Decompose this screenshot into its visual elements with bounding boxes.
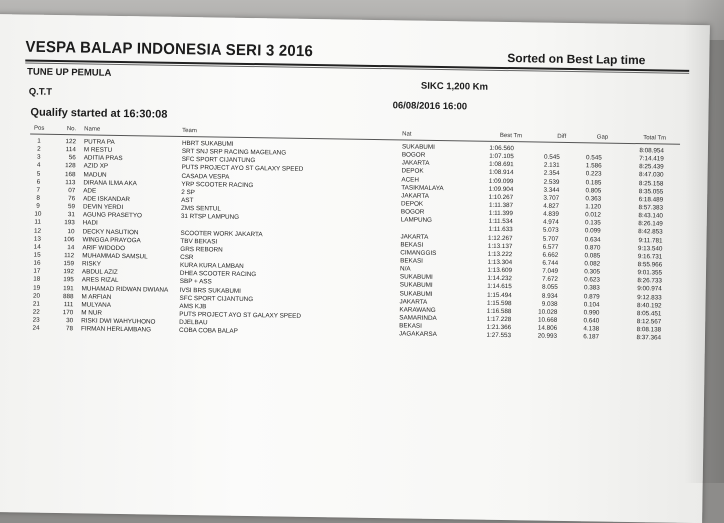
cell-total: 9:13.540 (637, 244, 663, 253)
cell-total: 9:11.781 (638, 236, 663, 245)
cell-total: 8:05.451 (636, 309, 662, 318)
cell-no: 159 (63, 260, 75, 268)
cell-nat: JAKARTA (401, 159, 430, 168)
cell-diff: 0.545 (543, 153, 560, 162)
cell-nat: BEKASI (399, 322, 422, 330)
table-body (27, 138, 700, 344)
cell-gap: 0.363 (585, 195, 602, 203)
cell-diff: 2.131 (543, 161, 560, 170)
cell-name: ADE (83, 187, 97, 195)
cell-best: 1:14.232 (487, 275, 512, 283)
cell-total: 8:12.567 (636, 318, 662, 326)
cell-name: WINGGA PRAYOGA (82, 236, 141, 244)
cell-total: 9:12.833 (637, 293, 662, 302)
cell-nat: DEPOK (401, 200, 424, 208)
cell-gap: 0.082 (584, 260, 601, 268)
cell-no: 14 (67, 243, 75, 252)
cell-pos: 11 (34, 219, 42, 227)
cell-name: RISKY (82, 260, 102, 268)
cell-pos: 21 (32, 300, 41, 308)
sort-label: Sorted on Best Lap time (507, 51, 646, 68)
cell-team: SCOOTER WORK JAKARTA (180, 229, 263, 238)
cell-total: 8:26.149 (638, 220, 663, 228)
cell-nat: TASIKMALAYA (401, 184, 444, 192)
cell-gap: 0.135 (584, 219, 601, 227)
cell-gap: 0.185 (585, 178, 602, 187)
cell-no: 106 (63, 235, 75, 243)
cell-nat: BEKASI (400, 257, 423, 265)
cell-best: 1:13.137 (487, 242, 513, 250)
cell-best: 1:16.588 (486, 307, 512, 315)
cell-pos: 2 (37, 145, 41, 153)
cell-diff: 5.073 (542, 227, 559, 235)
cell-no: 128 (65, 162, 76, 170)
cell-total: 8:08.954 (639, 147, 664, 155)
cell-total: 8:57.383 (638, 204, 664, 212)
cell-pos: 15 (33, 251, 41, 259)
cell-team: YRP SCOOTER RACING (181, 180, 254, 189)
cell-best: 1:12.267 (487, 234, 513, 242)
cell-name: M RESTU (83, 146, 113, 154)
cell-nat: BOGOR (401, 151, 426, 159)
cell-diff: 8.934 (541, 292, 558, 300)
cell-diff: 4.974 (542, 218, 559, 227)
cell-best: 1:11.633 (488, 226, 513, 234)
col-nat-header: Nat (402, 131, 412, 138)
cell-best: 1:11.387 (488, 201, 514, 210)
cell-team: SFC SPORT CIJANTUNG (181, 156, 256, 165)
qualify-start-time: Qualify started at 16:30:08 (30, 106, 168, 121)
cell-no: 113 (65, 178, 76, 186)
cell-name: MUHAMAD RIDWAN DWIANA (81, 284, 169, 294)
cell-diff: 6.744 (542, 259, 559, 267)
cell-no: 76 (68, 195, 76, 203)
cell-nat: BOGOR (400, 208, 425, 216)
cell-pos: 9 (36, 202, 40, 210)
cell-no: 888 (63, 292, 74, 300)
cell-gap: 0.099 (584, 227, 601, 235)
cell-team: PUTS PROJECT AYO ST GALAXY SPEED (179, 310, 302, 320)
cell-total: 8:26.733 (637, 277, 662, 285)
cell-name: FIRMAN HERLAMBANG (81, 325, 152, 334)
cell-total: 8:47.030 (638, 171, 664, 179)
cell-gap (562, 146, 602, 147)
cell-team: 2 SP (181, 188, 195, 196)
cell-best: 1:13.304 (487, 258, 513, 267)
cell-pos: 23 (32, 316, 40, 324)
cell-team: COBA COBA BALAP (178, 327, 238, 336)
cell-name: PUTRA PA (83, 138, 115, 146)
cell-diff: 7.672 (542, 275, 558, 284)
cell-pos: 4 (36, 162, 41, 170)
cell-team: IVSI BRS SUKABUMI (179, 286, 241, 295)
cell-gap: 0.623 (584, 276, 600, 284)
cell-pos: 5 (36, 170, 41, 178)
cell-total: 9:00.974 (637, 285, 662, 293)
cell-no: 31 (67, 211, 75, 219)
results-sheet (0, 14, 710, 523)
cell-diff: 4.827 (543, 202, 560, 210)
cell-best: 1:11.534 (488, 218, 513, 226)
cell-gap: 0.104 (583, 300, 600, 309)
cell-pos: 22 (32, 308, 40, 316)
cell-total: 8:42.853 (638, 228, 663, 236)
cell-gap: 0.085 (584, 252, 601, 260)
cell-pos: 20 (33, 292, 41, 300)
cell-diff: 10.028 (538, 308, 558, 316)
cell-name: MADUN (83, 170, 107, 179)
cell-pos: 7 (36, 186, 41, 194)
col-name-header: Name (84, 126, 101, 133)
cell-team: AST (181, 196, 194, 205)
cell-name: AGUNG PRASETYO (82, 211, 143, 220)
cell-no: 114 (65, 146, 76, 154)
cell-diff: 20.993 (537, 332, 558, 341)
cell-diff: 5.707 (542, 235, 559, 243)
cell-nat: SAMARINDA (399, 314, 437, 322)
cell-nat: SUKABUMI (399, 273, 433, 282)
cell-team: HBRT SUKABUMI (181, 139, 234, 148)
cell-team: KURA KURA LAMBAN (180, 262, 244, 271)
cell-total: 7:14.419 (639, 155, 664, 163)
cell-nat: CIMANGGIS (400, 249, 437, 257)
cell-name: ARIF WIDODO (82, 244, 126, 252)
cell-best: 1:13.609 (487, 266, 513, 275)
cell-name: DIRANA ILMA AKA (83, 179, 137, 187)
cell-nat: JAKARTA (401, 192, 430, 200)
cell-best: 1:27.553 (486, 331, 512, 340)
cell-best: 1:08.914 (488, 169, 514, 177)
cell-nat: JAGAKARSA (398, 330, 437, 339)
cell-no: 10 (67, 227, 75, 235)
cell-name: RISKI DWI WAHYUHONO (81, 317, 156, 326)
col-gap-header: Gap (596, 134, 609, 141)
cell-pos: 13 (33, 235, 42, 243)
cell-no: 30 (66, 317, 74, 325)
cell-name: M ARFIAN (81, 293, 112, 301)
cell-no: 170 (62, 309, 74, 317)
cell-diff: 2.354 (543, 170, 560, 178)
cell-name: MUHAMMAD SAMSUL (82, 252, 148, 261)
cell-name: M NUR (81, 309, 103, 317)
cell-gap: 4.138 (583, 325, 600, 333)
session-date: 06/08/2016 16:00 (392, 100, 468, 113)
cell-diff: 8.055 (541, 284, 558, 292)
cell-best: 1:15.494 (487, 291, 512, 299)
cell-pos: 24 (32, 324, 40, 332)
cell-nat: SUKABUMI (401, 143, 435, 151)
cell-gap: 0.012 (585, 211, 601, 219)
cell-pos: 8 (36, 194, 40, 202)
cell-diff: 9.038 (541, 300, 558, 308)
cell-team: CSR (180, 253, 194, 262)
cell-best: 1:08.691 (489, 161, 514, 169)
cell-best: 1:09.904 (488, 185, 514, 193)
cell-gap: 0.545 (585, 154, 602, 162)
col-diff-header: Diff (557, 133, 567, 140)
cell-diff: 4.839 (543, 210, 559, 218)
cell-gap: 0.383 (583, 284, 600, 292)
cell-name: ADE ISKANDAR (83, 195, 131, 204)
cell-name: ADITIA PRAS (83, 154, 123, 163)
cell-best: 1:09.099 (488, 177, 514, 185)
cell-pos: 12 (34, 227, 42, 235)
cell-best: 1:14.615 (487, 283, 512, 291)
cell-pos: 19 (33, 284, 41, 292)
cell-team: SFC SPORT CIJANTUNG (179, 294, 254, 303)
cell-name: ABDUL AZIZ (81, 268, 118, 277)
cell-team: SBP + ASS (179, 278, 212, 286)
cell-nat: JAKARTA (399, 298, 428, 306)
cell-no: 56 (68, 154, 76, 162)
cell-pos: 18 (33, 276, 41, 284)
cell-nat: SUKABUMI (399, 281, 433, 290)
cell-name: ARES RIZAL (81, 276, 119, 285)
cell-diff (518, 145, 560, 146)
cell-total: 9:16.731 (637, 252, 663, 261)
cell-pos: 14 (33, 243, 41, 251)
cell-gap: 0.879 (583, 292, 600, 301)
cell-pos: 16 (33, 259, 41, 267)
cell-name: DECKY NASUTION (82, 227, 139, 236)
cell-best: 1:21.366 (486, 323, 512, 332)
cell-diff: 3.344 (543, 186, 560, 194)
cell-total: 8:43.140 (638, 212, 663, 220)
cell-no: 122 (65, 138, 77, 146)
circuit-length: SIKC 1,200 Km (420, 80, 489, 93)
results-table (27, 125, 700, 344)
cell-name: HADI (82, 219, 98, 228)
cell-best: 1:17.228 (486, 315, 512, 324)
cell-best: 1:06.560 (489, 144, 515, 153)
cell-pos: 6 (36, 178, 41, 186)
cell-pos: 1 (37, 137, 41, 145)
cell-team: CASADA VESPA (181, 172, 230, 181)
cell-name: MULYANA (81, 301, 112, 309)
cell-nat: BEKASI (400, 241, 424, 249)
cell-diff: 14.806 (537, 324, 558, 332)
cell-gap: 0.805 (585, 186, 602, 195)
cell-nat: KARAWANG (399, 306, 436, 314)
cell-gap: 0.223 (585, 170, 602, 178)
cell-gap: 0.870 (584, 243, 601, 252)
cell-pos: 10 (34, 210, 42, 219)
col-total-header: Total Tm (643, 135, 667, 142)
session-name: Q.T.T (28, 86, 53, 98)
cell-no: 168 (64, 170, 76, 178)
cell-team: AMS KJB (179, 302, 207, 311)
cell-best: 1:15.598 (486, 299, 512, 307)
cell-team: 31 RTSP LAMPUNG (180, 213, 240, 222)
col-no-header: No. (66, 126, 77, 133)
cell-no: 192 (63, 268, 75, 276)
cell-no: 193 (64, 219, 75, 227)
cell-total: 6:18.489 (638, 195, 664, 204)
class-name: TUNE UP PEMULA (27, 66, 112, 79)
event-title: VESPA BALAP INDONESIA SERI 3 2016 (25, 38, 314, 61)
cell-diff: 3.707 (543, 194, 560, 202)
cell-total: 8:25.158 (638, 179, 664, 188)
cell-gap: 0.634 (584, 235, 601, 244)
cell-no: 191 (63, 284, 74, 292)
cell-no: 111 (63, 300, 74, 309)
cell-best: 1:10.267 (488, 193, 514, 201)
cell-best: 1:11.399 (488, 209, 513, 218)
cell-total: 8:40.192 (636, 301, 662, 310)
cell-name: DEVIN YERDI (82, 203, 124, 212)
cell-diff: 7.049 (542, 267, 559, 275)
cell-total: 8:25.439 (639, 163, 664, 171)
cell-no: 59 (67, 203, 76, 211)
cell-team: DHEA SCOOTER RACING (179, 270, 257, 279)
cell-no: 112 (64, 252, 75, 260)
cell-team: DJELBAU (179, 319, 208, 327)
cell-pos: 3 (36, 153, 41, 161)
cell-nat: SUKABUMI (399, 289, 433, 298)
cell-nat: JAKARTA (400, 232, 429, 241)
col-pos-header: Pos (33, 125, 45, 132)
cell-diff: 2.539 (543, 178, 560, 186)
cell-name: AZID XP (83, 162, 109, 171)
cell-nat: DEPOK (401, 167, 424, 176)
cell-gap: 0.305 (584, 268, 601, 276)
cell-diff: 6.662 (542, 251, 559, 259)
cell-team: TBV BEKASI (180, 237, 218, 246)
cell-nat: LAMPUNG (400, 216, 433, 225)
cell-diff: 10.668 (537, 316, 558, 324)
cell-total: 8:35.055 (638, 187, 664, 196)
cell-best: 1:13.222 (487, 250, 513, 258)
cell-gap: 0.990 (583, 309, 600, 317)
cell-total: 9:01.355 (637, 269, 663, 277)
cell-total: 8:37.364 (636, 334, 662, 342)
col-best-header: Best Tm (499, 132, 523, 140)
cell-nat: ACEH (401, 175, 420, 184)
cell-total: 8:55.966 (637, 261, 663, 269)
cell-gap: 1.586 (585, 162, 602, 170)
cell-team: SRT SNJ SRP RACING MAGELANG (181, 148, 287, 157)
cell-nat: N/A (399, 265, 411, 273)
cell-best: 1:07.105 (489, 152, 514, 161)
cell-team: PUTS PROJECT AYO ST GALAXY SPEED (181, 164, 304, 174)
cell-no: 78 (65, 325, 74, 333)
col-team-header: Team (182, 127, 197, 135)
cell-no: 07 (68, 187, 76, 195)
cell-no: 195 (63, 276, 74, 284)
cell-team: GRS REBORN (180, 245, 223, 254)
cell-gap: 0.640 (583, 317, 600, 325)
cell-pos: 17 (33, 267, 41, 275)
cell-team: ZMS SENTUL (180, 205, 221, 213)
cell-diff: 6.577 (542, 243, 559, 251)
cell-total: 8:08.138 (636, 326, 662, 334)
cell-gap: 1.120 (585, 203, 602, 211)
cell-gap: 6.187 (583, 333, 600, 341)
